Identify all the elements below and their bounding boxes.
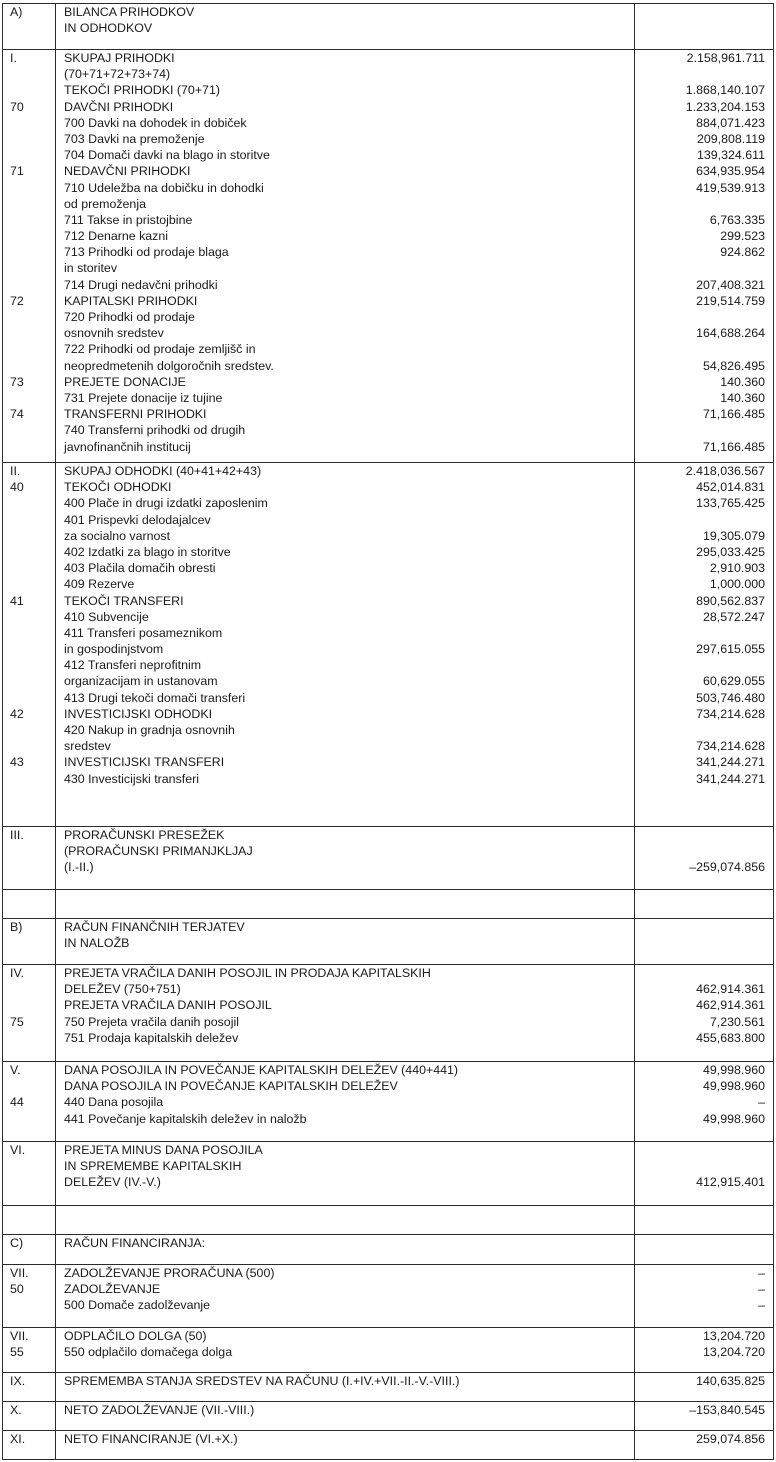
- row-code: [3, 212, 55, 228]
- row-label: osnovnih sredstev: [64, 326, 164, 341]
- row-value: 295,033.425: [696, 544, 765, 559]
- row-value: 462,914.361: [696, 998, 765, 1013]
- row-value: 6,763.335: [709, 212, 765, 227]
- section-row: [3, 1235, 774, 1265]
- row-value: 924.862: [720, 245, 765, 260]
- row-code: [3, 277, 55, 293]
- section-row: [3, 1062, 774, 1142]
- row-code: 42: [10, 706, 24, 721]
- row-label: 714 Drugi nedavčni prihodki: [64, 277, 218, 292]
- row-label: SKUPAJ ODHODKI (40+41+42+43): [64, 464, 262, 478]
- row-code: [3, 544, 55, 560]
- section-row: [3, 965, 774, 1062]
- row-label: NEDAVČNI PRIHODKI: [64, 164, 191, 179]
- row-label: PREJETE DONACIJE: [64, 374, 186, 389]
- row-code: [3, 131, 55, 147]
- row-value: 297,615.055: [696, 642, 765, 657]
- section-row: [3, 1402, 774, 1431]
- row-code: [3, 180, 55, 196]
- row-code: [3, 981, 55, 997]
- row-code: II.: [10, 464, 21, 478]
- code-cell: [3, 919, 56, 965]
- row-code: 55: [10, 1345, 24, 1360]
- row-value: 207,408.321: [696, 277, 765, 292]
- row-value: [635, 1235, 773, 1251]
- row-value: 140,635.825: [696, 1374, 765, 1388]
- row-label: organizacijam in ustanovam: [64, 674, 218, 689]
- row-code: I.: [10, 51, 17, 65]
- label-cell: [56, 463, 635, 827]
- value-cell: [635, 1206, 774, 1235]
- row-value: 503,746.480: [696, 690, 765, 705]
- row-label: IN SPREMEMBE KAPITALSKIH: [64, 1159, 242, 1174]
- row-code: [3, 997, 55, 1013]
- row-value: [635, 341, 773, 357]
- row-code: [3, 738, 55, 754]
- row-value: [635, 309, 773, 325]
- row-value: 219,514.759: [696, 293, 765, 308]
- code-cell: [3, 827, 56, 890]
- row-label: IN NALOŽB: [64, 936, 130, 951]
- row-value: 634,935.954: [696, 164, 765, 179]
- section-row: [3, 463, 774, 827]
- code-cell: [3, 965, 56, 1062]
- label-cell: [56, 1235, 635, 1265]
- row-value: 890,562.837: [696, 593, 765, 608]
- row-value: 133,765.425: [696, 496, 765, 511]
- row-code: [3, 859, 55, 875]
- value-cell: [635, 1373, 774, 1402]
- row-value: 71,166.485: [702, 439, 765, 454]
- row-label: 430 Investicijski transferi: [64, 771, 199, 786]
- row-value: 139,324.611: [697, 148, 765, 163]
- row-label: 412 Transferi neprofitnim: [64, 658, 202, 673]
- row-label: 704 Domači davki na blago in storitve: [64, 148, 270, 163]
- row-label: (PRORAČUNSKI PRIMANJKLJAJ: [64, 844, 253, 859]
- row-code: 41: [10, 593, 24, 608]
- row-label: 740 Transferni prihodki od drugih: [64, 423, 246, 438]
- row-code: IV.: [10, 966, 25, 980]
- row-label: 731 Prejete donacije iz tujine: [64, 390, 223, 405]
- spacer-row: [3, 1206, 774, 1235]
- row-code: XI.: [10, 1432, 26, 1446]
- row-label: INVESTICIJSKI ODHODKI: [64, 706, 213, 721]
- row-value: 19,305.079: [702, 528, 765, 543]
- row-code: III.: [10, 828, 24, 842]
- code-cell: [3, 1328, 56, 1373]
- row-label: javnofinančnih institucij: [64, 439, 191, 454]
- row-label: SPREMEMBA STANJA SREDSTEV NA RAČUNU (I.+IV.+VII.-II.-V.-VIII.): [64, 1374, 460, 1388]
- code-cell: [3, 1402, 56, 1431]
- section-row: [3, 1142, 774, 1206]
- section-row: [3, 919, 774, 965]
- row-code: [3, 196, 55, 212]
- row-code: 72: [10, 293, 24, 308]
- row-label: NETO FINANCIRANJE (VI.+X.): [64, 1432, 238, 1446]
- value-cell: [635, 890, 774, 919]
- row-label: PREJETA MINUS DANA POSOJILA: [64, 1143, 263, 1157]
- row-label: IN ODHODKOV: [64, 21, 153, 36]
- row-value: 13,204.720: [702, 1345, 765, 1360]
- value-cell: [635, 1142, 774, 1206]
- label-cell: [56, 1265, 635, 1328]
- row-label: DELEŽEV (IV.-V.): [64, 1175, 161, 1190]
- row-code: [3, 228, 55, 244]
- row-label: PREJETA VRAČILA DANIH POSOJIL: [64, 998, 272, 1013]
- value-cell: [635, 1062, 774, 1142]
- value-cell: [635, 50, 774, 463]
- label-cell: [56, 1402, 635, 1431]
- value-cell: [635, 1235, 774, 1265]
- row-value: 341,244.271: [696, 755, 765, 770]
- row-code: [3, 528, 55, 544]
- row-code: [3, 576, 55, 592]
- row-label: ZADOLŽEVANJE PRORAČUNA (500): [64, 1266, 275, 1280]
- row-value: –259,074.856: [689, 860, 765, 875]
- value-cell: [635, 965, 774, 1062]
- row-label: ODPLAČILO DOLGA (50): [64, 1329, 207, 1343]
- budget-balance-table: [2, 3, 774, 1460]
- value-cell: [635, 1431, 774, 1460]
- row-value: [635, 1142, 773, 1158]
- value-cell: [635, 463, 774, 827]
- row-code: 43: [10, 755, 24, 770]
- row-value: 28,572.247: [702, 609, 765, 624]
- value-cell: [635, 1328, 774, 1373]
- row-code: [3, 422, 55, 438]
- row-code: [3, 512, 55, 528]
- row-code: VII.: [10, 1266, 29, 1280]
- row-code: VI.: [10, 1143, 26, 1157]
- row-value: [635, 827, 773, 843]
- row-value: 49,998.960: [702, 1111, 765, 1126]
- row-value: –: [758, 1266, 765, 1280]
- row-label: DANA POSOJILA IN POVEČANJE KAPITALSKIH DELEŽEV: [64, 1079, 398, 1094]
- row-label: NETO ZADOLŽEVANJE (VII.-VIII.): [64, 1403, 255, 1417]
- row-label: neopredmetenih dolgoročnih sredstev.: [64, 358, 274, 373]
- row-code: [3, 309, 55, 325]
- row-label: 703 Davki na premoženje: [64, 131, 205, 146]
- spacer-row: [3, 890, 774, 919]
- row-label: 411 Transferi posameznikom: [64, 625, 223, 640]
- row-code: C): [10, 1236, 24, 1250]
- row-code: 75: [10, 1014, 24, 1029]
- row-code: X.: [10, 1403, 22, 1417]
- row-code: [3, 657, 55, 673]
- row-value: 140.360: [720, 374, 765, 389]
- row-label: (I.-II.): [64, 860, 94, 875]
- row-label: od premoženja: [64, 196, 146, 211]
- value-cell: [635, 1265, 774, 1328]
- row-code: [3, 673, 55, 689]
- row-code: [3, 1111, 55, 1127]
- row-value: [635, 1158, 773, 1174]
- row-label: TEKOČI PRIHODKI (70+71): [64, 83, 220, 98]
- row-value: 71,166.485: [702, 407, 765, 422]
- row-label: 402 Izdatki za blago in storitve: [64, 544, 231, 559]
- code-cell: [3, 463, 56, 827]
- row-value: 341,244.271: [696, 771, 765, 786]
- row-code: [3, 325, 55, 341]
- row-value: [635, 843, 773, 859]
- code-cell: [3, 1431, 56, 1460]
- row-value: [635, 625, 773, 641]
- row-value: –: [758, 1298, 765, 1313]
- row-value: 299.523: [720, 229, 765, 244]
- row-label: ZADOLŽEVANJE: [64, 1282, 161, 1297]
- section-row: [3, 1265, 774, 1328]
- row-label: 410 Subvencije: [64, 609, 149, 624]
- row-label: 420 Nakup in gradnja osnovnih: [64, 723, 235, 737]
- row-code: [3, 244, 55, 260]
- row-label: (70+71+72+73+74): [64, 67, 171, 82]
- row-value: 1.868,140.107: [685, 83, 765, 98]
- row-label: KAPITALSKI PRIHODKI: [64, 293, 198, 308]
- row-code: [3, 1030, 55, 1046]
- row-code: [3, 82, 55, 98]
- row-label: 712 Denarne kazni: [64, 229, 169, 244]
- row-label: TRANSFERNI PRIHODKI: [64, 407, 207, 422]
- row-label: 401 Prispevki delodajalcev: [64, 512, 211, 527]
- code-cell: [3, 1373, 56, 1402]
- row-label: 400 Plače in drugi izdatki zaposlenim: [64, 496, 268, 511]
- row-code: [3, 1078, 55, 1094]
- row-label: 713 Prihodki od prodaje blaga: [64, 245, 229, 260]
- row-value: 49,998.960: [702, 1079, 765, 1094]
- row-value: 452,014.831: [696, 480, 765, 495]
- row-value: [635, 657, 773, 673]
- row-code: [3, 341, 55, 357]
- value-cell: [635, 827, 774, 890]
- label-cell: [56, 1328, 635, 1373]
- section-row: [3, 1328, 774, 1373]
- code-cell: [3, 1265, 56, 1328]
- row-value: 164,688.264: [696, 326, 765, 341]
- row-label: DELEŽEV (750+751): [64, 982, 181, 997]
- section-row: [3, 4, 774, 50]
- row-code: 44: [10, 1095, 24, 1110]
- row-label: SKUPAJ PRIHODKI: [64, 51, 175, 65]
- row-label: 722 Prihodki od prodaje zemljišč in: [64, 342, 256, 357]
- row-label: 720 Prihodki od prodaje: [64, 310, 195, 324]
- label-cell: [56, 965, 635, 1062]
- row-code: [3, 115, 55, 131]
- row-code: [3, 843, 55, 859]
- row-label: PRORAČUNSKI PRESEŽEK: [64, 828, 225, 842]
- row-code: 71: [10, 164, 24, 179]
- label-cell: [56, 1062, 635, 1142]
- row-label: 711 Takse in pristojbine: [64, 212, 193, 227]
- section-row: [3, 1373, 774, 1402]
- label-cell: [56, 890, 635, 919]
- row-value: –153,840.545: [689, 1403, 765, 1417]
- row-code: [3, 625, 55, 641]
- value-cell: [635, 1402, 774, 1431]
- row-code: [3, 1297, 55, 1313]
- row-code: A): [10, 5, 23, 19]
- row-value: 734,214.628: [696, 706, 765, 721]
- code-cell: [3, 1062, 56, 1142]
- row-label: 409 Rezerve: [64, 577, 135, 592]
- row-code: [3, 390, 55, 406]
- code-cell: [3, 1142, 56, 1206]
- row-code: 50: [10, 1282, 24, 1297]
- section-row: [3, 827, 774, 890]
- label-cell: [56, 827, 635, 890]
- row-code: [3, 147, 55, 163]
- row-code: 74: [10, 407, 24, 422]
- row-value: 1.233,204.153: [685, 99, 765, 114]
- row-value: 209,808.119: [697, 131, 765, 146]
- row-value: [635, 4, 773, 20]
- row-value: [635, 260, 773, 276]
- label-cell: [56, 1373, 635, 1402]
- row-label: 403 Plačila domačih obresti: [64, 561, 216, 576]
- label-cell: [56, 919, 635, 965]
- row-value: 2.418,036.567: [685, 464, 765, 478]
- row-code: [3, 609, 55, 625]
- code-cell: [3, 50, 56, 463]
- row-code: [3, 20, 55, 36]
- row-label: 413 Drugi tekoči domači transferi: [64, 690, 246, 705]
- row-label: RAČUN FINANČNIH TERJATEV: [64, 920, 245, 934]
- row-value: 259,074.856: [696, 1432, 765, 1446]
- row-code: [3, 260, 55, 276]
- row-value: 7,230.561: [709, 1014, 765, 1029]
- row-code: VII.: [10, 1329, 29, 1343]
- row-value: 54,826.495: [702, 358, 765, 373]
- row-code: 73: [10, 374, 24, 389]
- row-value: [635, 935, 773, 951]
- section-row: [3, 1431, 774, 1460]
- row-value: –: [758, 1282, 765, 1297]
- row-code: [3, 641, 55, 657]
- row-value: 884,071.423: [696, 115, 765, 130]
- value-cell: [635, 919, 774, 965]
- row-label: INVESTICIJSKI TRANSFERI: [64, 755, 225, 770]
- row-code: [3, 771, 55, 787]
- row-value: 60,629.055: [702, 674, 765, 689]
- row-value: [635, 919, 773, 935]
- row-label: RAČUN FINANCIRANJA:: [64, 1236, 206, 1250]
- label-cell: [56, 1206, 635, 1235]
- row-label: in gospodinjstvom: [64, 642, 164, 657]
- row-value: 455,683.800: [696, 1030, 765, 1045]
- row-value: [635, 722, 773, 738]
- row-label: 441 Povečanje kapitalskih deležev in naložb: [64, 1111, 307, 1126]
- row-value: –: [758, 1095, 765, 1110]
- row-value: [635, 20, 773, 36]
- code-cell: [3, 1235, 56, 1265]
- row-value: 13,204.720: [702, 1329, 765, 1343]
- row-label: DANA POSOJILA IN POVEČANJE KAPITALSKIH DELEŽEV (440+441): [64, 1063, 459, 1077]
- row-value: [635, 965, 773, 981]
- row-code: [3, 560, 55, 576]
- row-value: 462,914.361: [696, 982, 765, 997]
- row-label: in storitev: [64, 261, 118, 276]
- row-value: 49,998.960: [702, 1063, 765, 1077]
- label-cell: [56, 50, 635, 463]
- row-code: 40: [10, 480, 24, 495]
- row-code: 70: [10, 99, 24, 114]
- row-label: 750 Prejeta vračila danih posojil: [64, 1014, 239, 1029]
- row-label: PREJETA VRAČILA DANIH POSOJIL IN PRODAJA KAPITALSKIH: [64, 966, 431, 980]
- row-value: 2.158,961.711: [686, 51, 765, 65]
- row-value: [635, 422, 773, 438]
- row-code: IX.: [10, 1374, 26, 1388]
- row-value: [635, 196, 773, 212]
- row-value: 734,214.628: [696, 739, 765, 754]
- row-code: B): [10, 920, 23, 934]
- row-label: sredstev: [64, 739, 111, 754]
- row-code: [3, 1174, 55, 1190]
- row-code: [3, 495, 55, 511]
- row-label: BILANCA PRIHODKOV: [64, 5, 195, 19]
- code-cell: [3, 890, 56, 919]
- code-cell: [3, 1206, 56, 1235]
- row-label: 700 Davki na dohodek in dobiček: [64, 115, 247, 130]
- row-value: 140.360: [720, 390, 765, 405]
- row-label: 710 Udeležba na dobičku in dohodki: [64, 180, 264, 195]
- row-value: 412,915.401: [696, 1175, 765, 1190]
- row-code: V.: [10, 1063, 21, 1077]
- code-cell: [3, 4, 56, 50]
- row-label: DAVČNI PRIHODKI: [64, 99, 174, 114]
- value-cell: [635, 4, 774, 50]
- row-value: 419,539.913: [696, 180, 765, 195]
- label-cell: [56, 4, 635, 50]
- row-code: [3, 690, 55, 706]
- label-cell: [56, 1431, 635, 1460]
- row-code: [3, 439, 55, 455]
- row-label: TEKOČI ODHODKI: [64, 480, 172, 495]
- row-label: 751 Prodaja kapitalskih deležev: [64, 1030, 239, 1045]
- row-code: [3, 935, 55, 951]
- row-label: 440 Dana posojila: [64, 1095, 164, 1110]
- row-label: za socialno varnost: [64, 528, 171, 543]
- row-value: 2,910.903: [709, 561, 765, 576]
- row-label: TEKOČI TRANSFERI: [64, 593, 184, 608]
- row-value: [635, 512, 773, 528]
- row-label: 550 odplačilo domačega dolga: [64, 1345, 233, 1360]
- row-value: [635, 66, 773, 82]
- row-code: [3, 1158, 55, 1174]
- label-cell: [56, 1142, 635, 1206]
- row-label: 500 Domače zadolževanje: [64, 1298, 211, 1313]
- row-value: 1,000.000: [709, 577, 765, 592]
- row-code: [3, 722, 55, 738]
- row-code: [3, 358, 55, 374]
- section-row: [3, 50, 774, 463]
- row-code: [3, 66, 55, 82]
